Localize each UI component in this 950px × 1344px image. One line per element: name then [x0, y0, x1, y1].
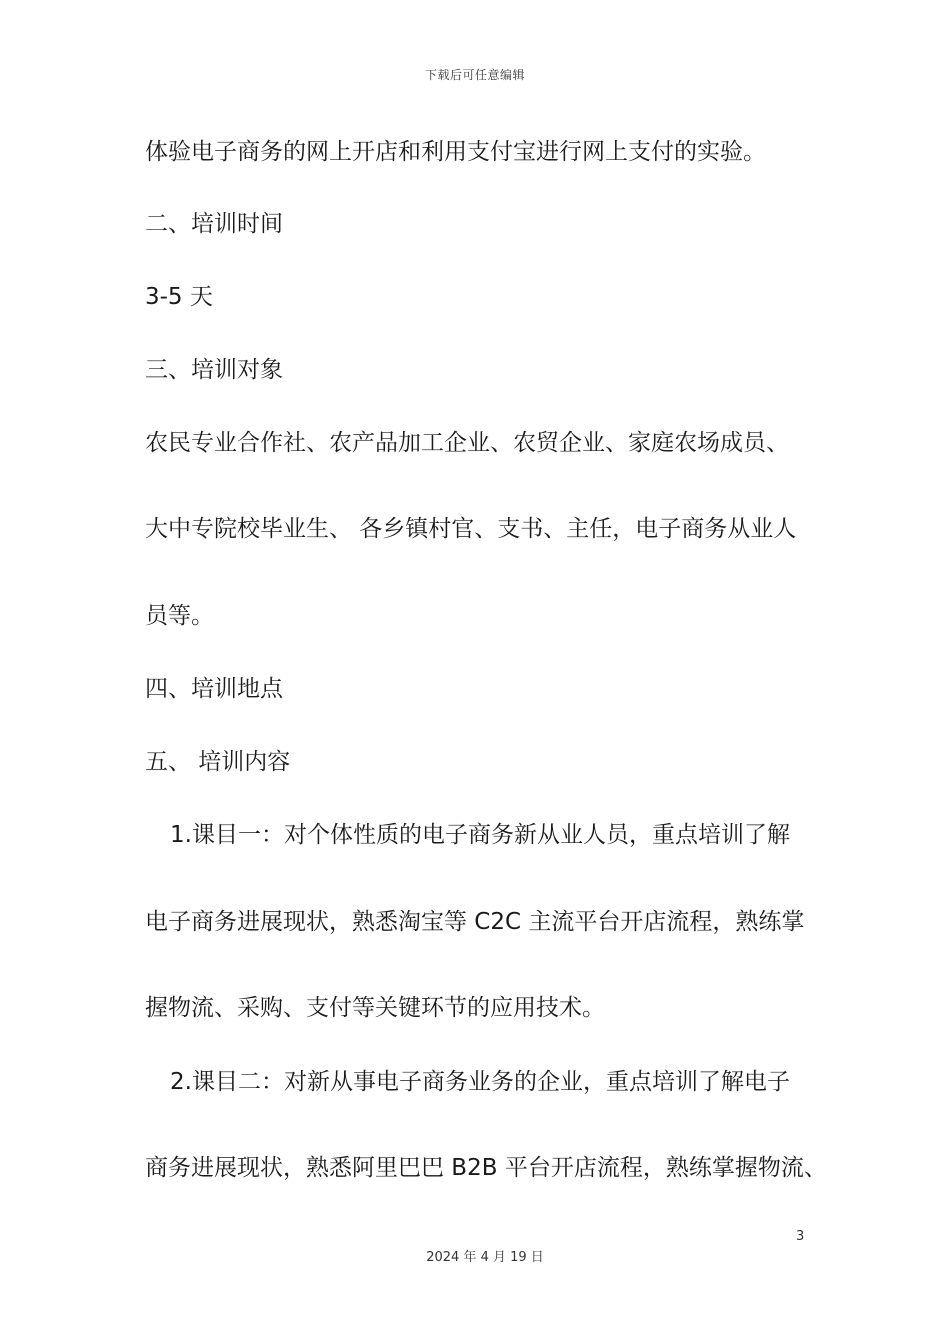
body-line: 体验电子商务的网上开店和利用支付宝进行网上支付的实验。: [145, 139, 766, 165]
section-heading-content: 五、 培训内容: [145, 749, 291, 775]
body-line: 员等。: [145, 603, 214, 629]
body-line: 大中专院校毕业生、 各乡镇村官、支书、主任，电子商务从业人: [145, 516, 797, 542]
section-heading-location: 四、培训地点: [145, 676, 283, 702]
header-note: 下载后可任意编辑: [424, 68, 525, 82]
body-line: 握物流、采购、支付等关键环节的应用技术。: [145, 995, 605, 1021]
body-line: 电子商务进展现状，熟悉淘宝等 C2C 主流平台开店流程，熟练掌: [145, 909, 805, 935]
body-line: 2.课目二：对新从事电子商务业务的企业，重点培训了解电子: [170, 1069, 790, 1095]
page-number: 3: [796, 1229, 805, 1244]
footer-date: 2024 年 4 月 19 日: [426, 1250, 544, 1265]
body-line: 3-5 天: [145, 284, 213, 310]
body-line: 商务进展现状，熟悉阿里巴巴 B2B 平台开店流程，熟练掌握物流、: [145, 1155, 827, 1181]
section-heading-time: 二、培训时间: [145, 211, 283, 237]
section-heading-audience: 三、培训对象: [145, 357, 283, 383]
body-line: 农民专业合作社、农产品加工企业、农贸企业、家庭农场成员、: [145, 430, 789, 456]
body-line: 1.课目一：对个体性质的电子商务新从业人员，重点培训了解: [170, 822, 790, 848]
